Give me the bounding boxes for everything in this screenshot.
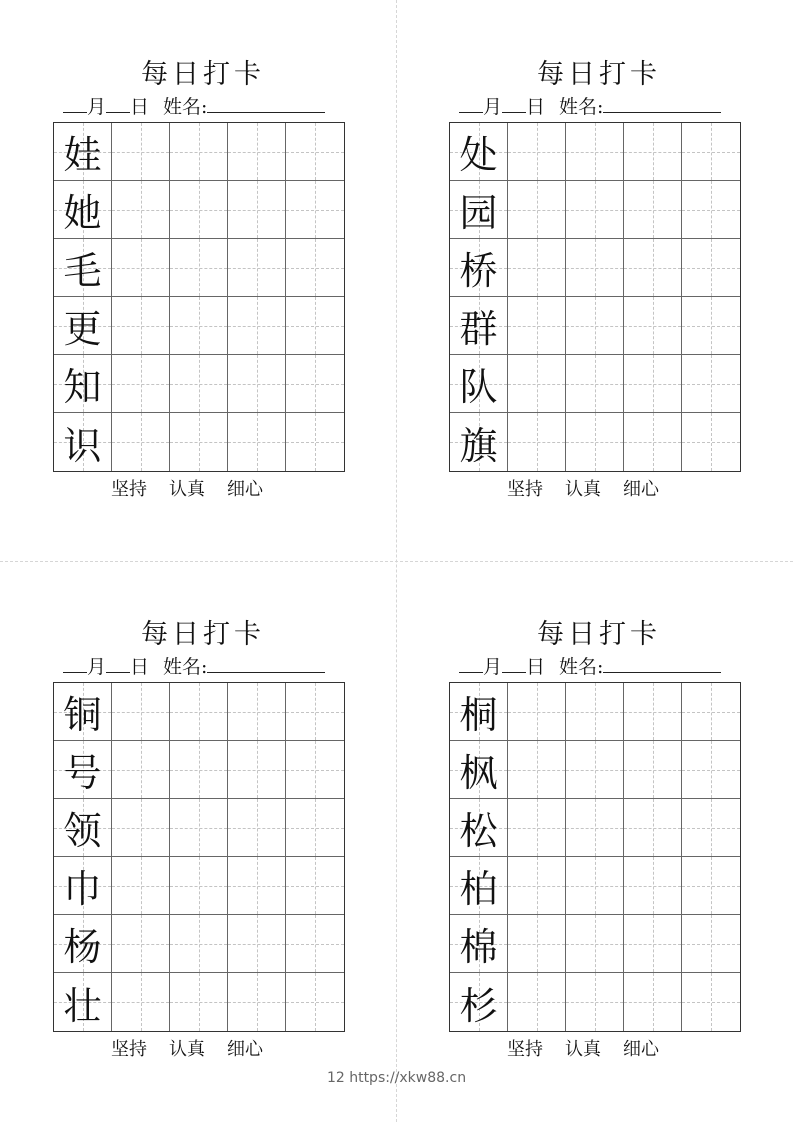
- practice-cell[interactable]: [508, 973, 566, 1031]
- practice-grid: [53, 122, 345, 472]
- model-character-cell: [54, 239, 112, 297]
- page-footer: 12 https://xkw88.cn: [326, 1070, 467, 1086]
- practice-cell[interactable]: [682, 181, 740, 239]
- practice-cell[interactable]: [228, 297, 286, 355]
- model-character: 队: [459, 365, 498, 409]
- practice-cell[interactable]: [228, 181, 286, 239]
- practice-cell[interactable]: [624, 413, 682, 471]
- practice-cell[interactable]: [624, 239, 682, 297]
- model-character-cell: [450, 915, 508, 973]
- practice-cell[interactable]: [170, 857, 228, 915]
- day-blank[interactable]: [106, 94, 130, 113]
- motto-careful: 细心: [227, 1039, 263, 1060]
- practice-cell[interactable]: [508, 297, 566, 355]
- practice-cell[interactable]: [682, 297, 740, 355]
- month-label: 月: [483, 656, 503, 678]
- practice-cell[interactable]: [682, 741, 740, 799]
- practice-cell[interactable]: [624, 799, 682, 857]
- practice-cell[interactable]: [112, 857, 170, 915]
- model-character: 识: [63, 423, 102, 468]
- day-blank[interactable]: [502, 94, 526, 113]
- practice-cell[interactable]: [682, 799, 740, 857]
- model-character: 棉: [459, 925, 498, 969]
- model-character: 桥: [459, 249, 498, 293]
- practice-cell[interactable]: [286, 413, 344, 471]
- month-blank[interactable]: [63, 654, 87, 673]
- practice-cell[interactable]: [624, 123, 682, 181]
- practice-cell[interactable]: [624, 915, 682, 973]
- practice-cell[interactable]: [682, 355, 740, 413]
- practice-cell[interactable]: [566, 239, 624, 297]
- practice-cell[interactable]: [112, 123, 170, 181]
- practice-cell[interactable]: [170, 683, 228, 741]
- model-character: 壮: [63, 983, 102, 1028]
- practice-cell[interactable]: [566, 297, 624, 355]
- practice-cell[interactable]: [682, 413, 740, 471]
- month-blank[interactable]: [459, 94, 483, 113]
- practice-cell[interactable]: [286, 683, 344, 741]
- card-title: 每日打卡: [537, 59, 661, 90]
- practice-cell[interactable]: [682, 973, 740, 1031]
- motto-serious: 认真: [565, 479, 601, 500]
- practice-cell[interactable]: [286, 355, 344, 413]
- practice-cell[interactable]: [112, 973, 170, 1031]
- practice-cell[interactable]: [228, 741, 286, 799]
- checkin-card-3: [53, 618, 353, 1060]
- practice-cell[interactable]: [286, 297, 344, 355]
- name-blank[interactable]: [603, 654, 721, 673]
- practice-cell[interactable]: [112, 239, 170, 297]
- model-character-cell: [450, 741, 508, 799]
- date-name-line: [459, 654, 759, 678]
- model-character: 领: [63, 809, 102, 853]
- practice-cell[interactable]: [112, 683, 170, 741]
- practice-cell[interactable]: [624, 181, 682, 239]
- motto-persist: 坚持: [111, 479, 147, 500]
- practice-cell[interactable]: [508, 915, 566, 973]
- name-blank[interactable]: [207, 94, 325, 113]
- model-character: 旗: [459, 423, 498, 468]
- practice-cell[interactable]: [682, 123, 740, 181]
- practice-cell[interactable]: [286, 915, 344, 973]
- model-character-cell: [450, 123, 508, 181]
- model-character-cell: [54, 355, 112, 413]
- date-name-line: [63, 94, 363, 118]
- day-label: 日: [526, 96, 546, 118]
- practice-cell[interactable]: [566, 683, 624, 741]
- model-character: 柏: [459, 867, 498, 911]
- month-blank[interactable]: [63, 94, 87, 113]
- practice-cell[interactable]: [508, 741, 566, 799]
- practice-grid: [449, 122, 741, 472]
- model-character: 铜: [63, 693, 102, 737]
- name-blank[interactable]: [603, 94, 721, 113]
- practice-cell[interactable]: [286, 123, 344, 181]
- practice-cell[interactable]: [566, 915, 624, 973]
- practice-cell[interactable]: [228, 683, 286, 741]
- model-character: 处: [459, 133, 498, 177]
- model-character-cell: [450, 181, 508, 239]
- name-label: 姓名:: [163, 656, 208, 678]
- practice-cell[interactable]: [286, 741, 344, 799]
- model-character-cell: [54, 857, 112, 915]
- practice-cell[interactable]: [682, 915, 740, 973]
- model-character: 桐: [459, 693, 498, 737]
- practice-cell[interactable]: [508, 683, 566, 741]
- practice-cell[interactable]: [566, 123, 624, 181]
- model-character: 群: [459, 307, 498, 351]
- practice-cell[interactable]: [286, 857, 344, 915]
- practice-cell[interactable]: [170, 181, 228, 239]
- practice-cell[interactable]: [286, 181, 344, 239]
- practice-cell[interactable]: [170, 239, 228, 297]
- practice-cell[interactable]: [566, 973, 624, 1031]
- practice-cell[interactable]: [112, 181, 170, 239]
- day-label: 日: [526, 656, 546, 678]
- practice-cell[interactable]: [624, 973, 682, 1031]
- model-character-cell: [450, 355, 508, 413]
- practice-cell[interactable]: [682, 683, 740, 741]
- motto-line: [507, 478, 747, 502]
- practice-cell[interactable]: [624, 857, 682, 915]
- model-character-cell: [450, 857, 508, 915]
- practice-cell[interactable]: [566, 413, 624, 471]
- practice-cell[interactable]: [566, 741, 624, 799]
- motto-serious: 认真: [565, 1039, 601, 1060]
- practice-cell[interactable]: [112, 413, 170, 471]
- practice-cell[interactable]: [624, 741, 682, 799]
- practice-cell[interactable]: [228, 799, 286, 857]
- motto-persist: 坚持: [507, 479, 543, 500]
- practice-cell[interactable]: [286, 239, 344, 297]
- card-title: 每日打卡: [141, 59, 265, 90]
- practice-cell[interactable]: [624, 683, 682, 741]
- name-label: 姓名:: [559, 656, 604, 678]
- practice-grid: [449, 682, 741, 1032]
- month-label: 月: [87, 656, 107, 678]
- motto-serious: 认真: [169, 1039, 205, 1060]
- checkin-card-4: [449, 618, 749, 1060]
- model-character-cell: [54, 413, 112, 471]
- horizontal-cut-line: [0, 561, 793, 562]
- model-character: 娃: [63, 133, 102, 177]
- day-blank[interactable]: [502, 654, 526, 673]
- month-label: 月: [87, 96, 107, 118]
- model-character: 杉: [459, 983, 498, 1028]
- practice-cell[interactable]: [508, 857, 566, 915]
- model-character: 更: [63, 307, 102, 351]
- model-character: 毛: [63, 249, 102, 293]
- motto-careful: 细心: [623, 1039, 659, 1060]
- model-character: 杨: [63, 925, 102, 969]
- practice-cell[interactable]: [170, 355, 228, 413]
- model-character-cell: [54, 297, 112, 355]
- practice-cell[interactable]: [112, 297, 170, 355]
- practice-cell[interactable]: [228, 413, 286, 471]
- motto-line: [507, 1038, 747, 1062]
- motto-careful: 细心: [623, 479, 659, 500]
- practice-cell[interactable]: [170, 297, 228, 355]
- practice-cell[interactable]: [566, 355, 624, 413]
- model-character: 她: [63, 191, 102, 235]
- practice-cell[interactable]: [286, 799, 344, 857]
- model-character: 知: [63, 365, 102, 409]
- name-label: 姓名:: [163, 96, 208, 118]
- model-character-cell: [54, 181, 112, 239]
- model-character-cell: [450, 413, 508, 471]
- model-character-cell: [54, 741, 112, 799]
- name-blank[interactable]: [207, 654, 325, 673]
- practice-cell[interactable]: [508, 181, 566, 239]
- checkin-card-1: [53, 58, 353, 500]
- practice-cell[interactable]: [170, 123, 228, 181]
- model-character-cell: [54, 683, 112, 741]
- model-character: 松: [459, 809, 498, 853]
- model-character-cell: [54, 123, 112, 181]
- card-title: 每日打卡: [537, 619, 661, 650]
- practice-cell[interactable]: [228, 915, 286, 973]
- motto-persist: 坚持: [507, 1039, 543, 1060]
- practice-cell[interactable]: [624, 355, 682, 413]
- practice-cell[interactable]: [508, 123, 566, 181]
- practice-cell[interactable]: [508, 239, 566, 297]
- practice-cell[interactable]: [228, 857, 286, 915]
- practice-cell[interactable]: [170, 799, 228, 857]
- practice-cell[interactable]: [228, 123, 286, 181]
- practice-cell[interactable]: [682, 857, 740, 915]
- model-character-cell: [450, 799, 508, 857]
- model-character-cell: [450, 683, 508, 741]
- practice-cell[interactable]: [228, 355, 286, 413]
- name-label: 姓名:: [559, 96, 604, 118]
- model-character-cell: [450, 973, 508, 1031]
- practice-cell[interactable]: [170, 413, 228, 471]
- date-name-line: [63, 654, 363, 678]
- practice-cell[interactable]: [228, 239, 286, 297]
- model-character-cell: [450, 239, 508, 297]
- model-character: 枫: [459, 751, 498, 795]
- practice-cell[interactable]: [508, 799, 566, 857]
- practice-cell[interactable]: [170, 741, 228, 799]
- card-title: 每日打卡: [141, 619, 265, 650]
- practice-cell[interactable]: [508, 413, 566, 471]
- practice-cell[interactable]: [112, 355, 170, 413]
- model-character: 巾: [63, 867, 102, 911]
- motto-serious: 认真: [169, 479, 205, 500]
- practice-cell[interactable]: [170, 973, 228, 1031]
- day-label: 日: [130, 96, 150, 118]
- practice-cell[interactable]: [112, 915, 170, 973]
- motto-persist: 坚持: [111, 1039, 147, 1060]
- month-label: 月: [483, 96, 503, 118]
- model-character: 园: [459, 191, 498, 235]
- motto-careful: 细心: [227, 479, 263, 500]
- practice-cell[interactable]: [566, 857, 624, 915]
- practice-cell[interactable]: [286, 973, 344, 1031]
- model-character-cell: [450, 297, 508, 355]
- month-blank[interactable]: [459, 654, 483, 673]
- motto-line: [111, 1038, 351, 1062]
- day-blank[interactable]: [106, 654, 130, 673]
- model-character-cell: [54, 915, 112, 973]
- practice-cell[interactable]: [228, 973, 286, 1031]
- motto-line: [111, 478, 351, 502]
- practice-cell[interactable]: [508, 355, 566, 413]
- practice-cell[interactable]: [624, 297, 682, 355]
- practice-cell[interactable]: [112, 799, 170, 857]
- model-character: 号: [63, 751, 102, 795]
- model-character-cell: [54, 799, 112, 857]
- practice-cell[interactable]: [566, 181, 624, 239]
- practice-cell[interactable]: [170, 915, 228, 973]
- day-label: 日: [130, 656, 150, 678]
- date-name-line: [459, 94, 759, 118]
- practice-grid: [53, 682, 345, 1032]
- model-character-cell: [54, 973, 112, 1031]
- checkin-card-2: [449, 58, 749, 500]
- practice-cell[interactable]: [112, 741, 170, 799]
- practice-cell[interactable]: [682, 239, 740, 297]
- practice-cell[interactable]: [566, 799, 624, 857]
